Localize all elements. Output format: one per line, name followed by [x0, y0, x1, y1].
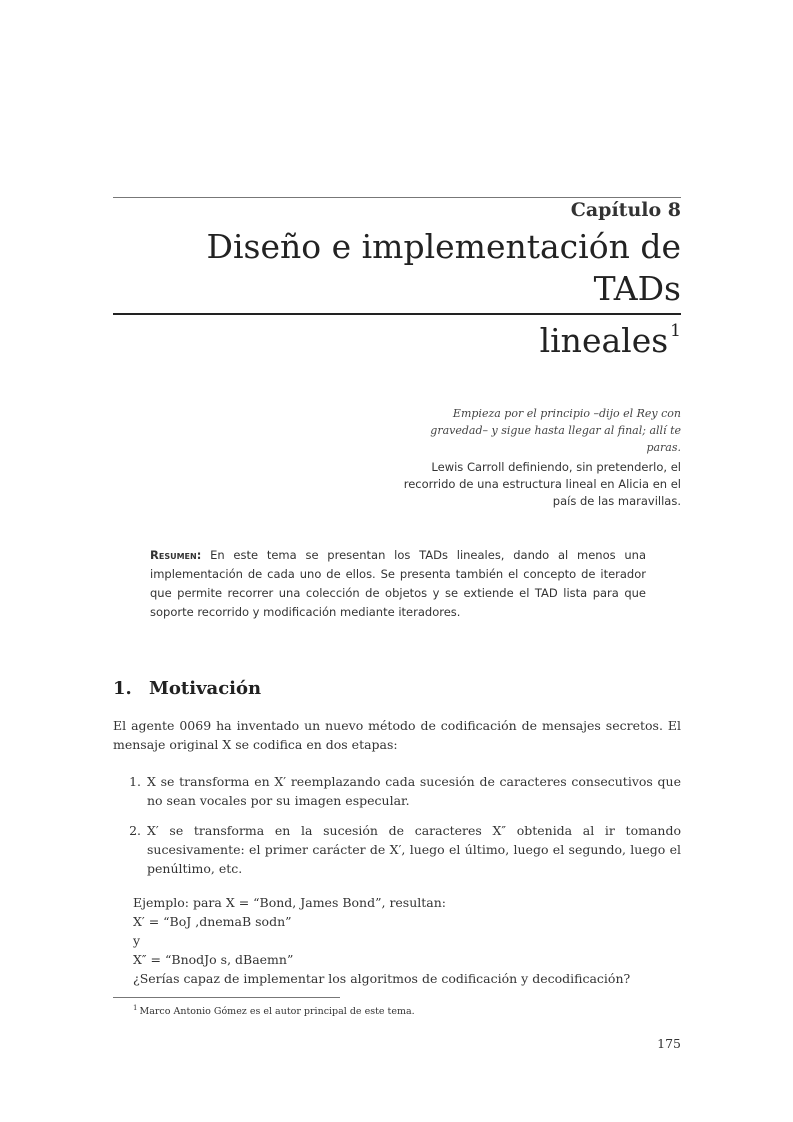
list-item [113, 772, 681, 810]
chapter-title [121, 226, 681, 362]
encoding-steps-list [113, 772, 681, 889]
footnote [133, 1002, 415, 1018]
abstract-text: En este tema se presentan los TADs lineales, dando al menos una implementación de cada uno de ellos. Se presenta también el concepto de iterador que permite recorrer una colección de objetos y se extiende el TAD lista para que soporte recorrido y modificación mediante iteradores. [150, 548, 646, 619]
footnote-marker: 1 [133, 1004, 138, 1012]
chapter-label: Capítulo 8 [570, 199, 681, 221]
abstract-label: Resumen: [150, 548, 202, 562]
footnote-rule [113, 997, 340, 998]
example-line: Ejemplo: para X = “Bond, James Bond”, resultan: [133, 895, 447, 910]
list-item-number: 2. [129, 823, 141, 838]
list-item-number: 1. [129, 774, 141, 789]
footnote-text: Marco Antonio Gómez es el autor principal de este tema. [139, 1006, 415, 1018]
example-line: ¿Serías capaz de implementar los algoritmos de codificación y decodificación? [133, 971, 631, 986]
epigraph [401, 405, 681, 510]
section-number: 1. [113, 678, 132, 699]
section-intro: El agente 0069 ha inventado un nuevo método de codificación de mensajes secretos. El mensaje original X se codifica en dos etapas: [113, 718, 681, 752]
example-line: y [133, 933, 141, 948]
chapter-title-line-2 [121, 310, 681, 362]
abstract [150, 546, 646, 622]
list-item [113, 821, 681, 878]
epigraph-quote: Empieza por el principio –dijo el Rey con gravedad– y sigue hasta llegar al final; allí te paras. [430, 407, 681, 454]
chapter-title-footnote-marker[interactable]: 1 [670, 321, 681, 341]
page-number: 175 [657, 1036, 681, 1051]
chapter-title-line-1: Diseño e implementación de TADs [206, 227, 681, 308]
epigraph-attribution: Lewis Carroll definiendo, sin pretenderlo, el recorrido de una estructura lineal en Alicia en el país de las maravillas. [403, 460, 681, 508]
chapter-title-line-2-text: lineales [539, 321, 669, 360]
example-line: X″ = “BnodJo s, dBaemn” [133, 952, 294, 967]
example-block [133, 893, 681, 988]
list-item-text: X se transforma en X′ reemplazando cada sucesión de caracteres consecutivos que no sean vocales por su imagen especular. [147, 774, 681, 808]
section-heading [113, 678, 261, 699]
list-item-text: X′ se transforma en la sucesión de caracteres X″ obtenida al ir tomando sucesivamente: el primer carácter de X′, luego el último, luego el segundo, luego el penúltimo, etc. [147, 823, 681, 876]
section-title: Motivación [149, 678, 262, 699]
chapter-top-rule [113, 197, 681, 198]
chapter-bottom-rule [113, 313, 681, 315]
example-line: X′ = “BoJ ,dnemaB sodn” [133, 914, 292, 929]
